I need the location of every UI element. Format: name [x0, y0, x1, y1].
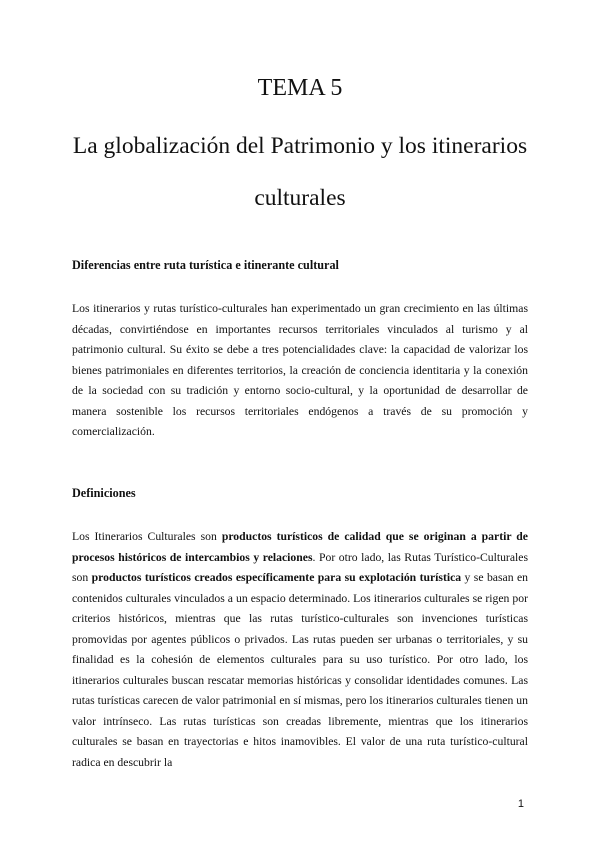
paragraph-definiciones [72, 527, 528, 773]
text-run: y se basan en contenidos culturales vinculados a un espacio determinado. Los itinerarios culturales se rigen por criterios históricos, mientras que las rutas turístico-culturales son invenciones turísticas promovidas por agentes públicos o privados. Las rutas pueden ser urbanas o territoriales, y su finalidad es la cohesión de elementos culturales para su uso turístico. Por otro lado, los itinerarios culturales buscan rescatar memorias históricas y consolidar identidades comunes. Las rutas turísticas carecen de valor patrimonial en sí mismas, pero los itinerarios culturales tienen un valor intrínseco. Las rutas turísticas son creadas libremente, mientras que los itinerarios culturales se basan en trayectorias e hitos inamovibles. El valor de una ruta turístico-cultural radica en descubrir la [72, 571, 528, 769]
section-heading-definiciones: Definiciones [72, 486, 136, 500]
text-run: Los Itinerarios Culturales son [72, 530, 222, 543]
paragraph-diferencias: Los itinerarios y rutas turístico-culturales han experimentado un gran crecimiento en las últimas décadas, convirtiéndose en importantes recursos territoriales vinculados al turismo y al patrimonio cultural. Su éxito se debe a tres potencialidades clave: la capacidad de valorizar los bienes patrimoniales en diferentes territorios, la creación de conciencia identitaria y la conexión de la sociedad con su tradición y entorno socio-cultural, y la oportunidad de desarrollar de manera sostenible los recursos territoriales endógenos a través de su promoción y comercialización. [72, 302, 528, 438]
page-number: 1 [517, 798, 524, 810]
document-subtitle: La globalización del Patrimonio y los itinerarios culturales [72, 133, 528, 211]
text-run: . Por otro lado, las Rutas Turístico-Culturales son [72, 550, 528, 584]
bold-text-run: productos turísticos creados específicamente para su explotación turística [91, 571, 462, 584]
document-title: TEMA 5 [257, 75, 343, 101]
bold-text-run: productos turísticos de calidad que se originan a partir de procesos históricos de intercambios y relaciones [72, 530, 528, 564]
section-heading-diferencias: Diferencias entre ruta turística e itinerante cultural [72, 258, 339, 272]
